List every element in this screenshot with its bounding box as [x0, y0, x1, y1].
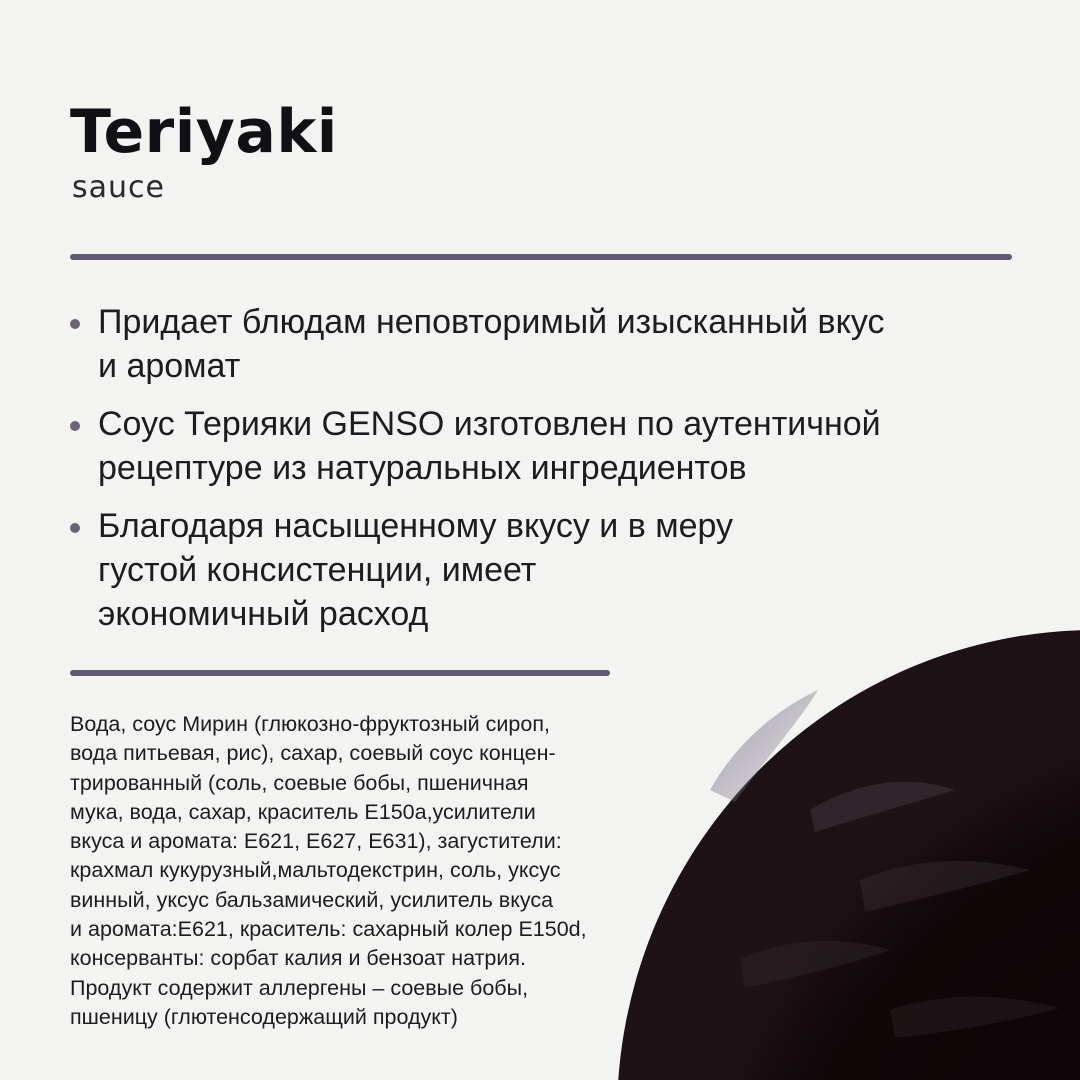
- divider-top: [70, 254, 1012, 260]
- benefit-text: Благодаря насыщенному вкусу и в меру густой консистенции, имеет экономичный расход: [98, 507, 734, 633]
- ingredients-text: Вода, соус Мирин (глюкозно-фруктозный сироп, вода питьевая, рис), сахар, соевый соус концен- трированный (соль, соевые бобы, пшеничная мука, вода, сахар, краситель Е150а,усилители вкуса и аромата: Е621, Е627, Е631), загустители: крахмал кукурузный,мальтодекстрин, соль, уксус винный, уксус бальзамический, усилитель вкуса и аромата:Е621, краситель: сахарный колер Е150d, консерванты: сорбат калия и бензоат натрия. Продукт содержит аллергены – соевые бобы, пшеницу (глютенсодержащий продукт): [70, 712, 587, 1029]
- product-title: Teriyaki: [70, 97, 338, 167]
- benefit-item: [70, 402, 970, 490]
- bullet-icon: [70, 523, 80, 533]
- bullet-icon: [70, 319, 80, 329]
- benefit-text: Соус Терияки GENSO изготовлен по аутентичной рецептуре из натуральных ингредиентов: [98, 405, 881, 487]
- bullet-icon: [70, 421, 80, 431]
- sauce-bowl-image: [560, 540, 1080, 1080]
- benefit-item: [70, 300, 970, 388]
- product-subtitle: sauce: [72, 170, 165, 205]
- divider-middle: [70, 670, 610, 676]
- benefit-text: Придает блюдам неповторимый изысканный вкус и аромат: [98, 303, 885, 385]
